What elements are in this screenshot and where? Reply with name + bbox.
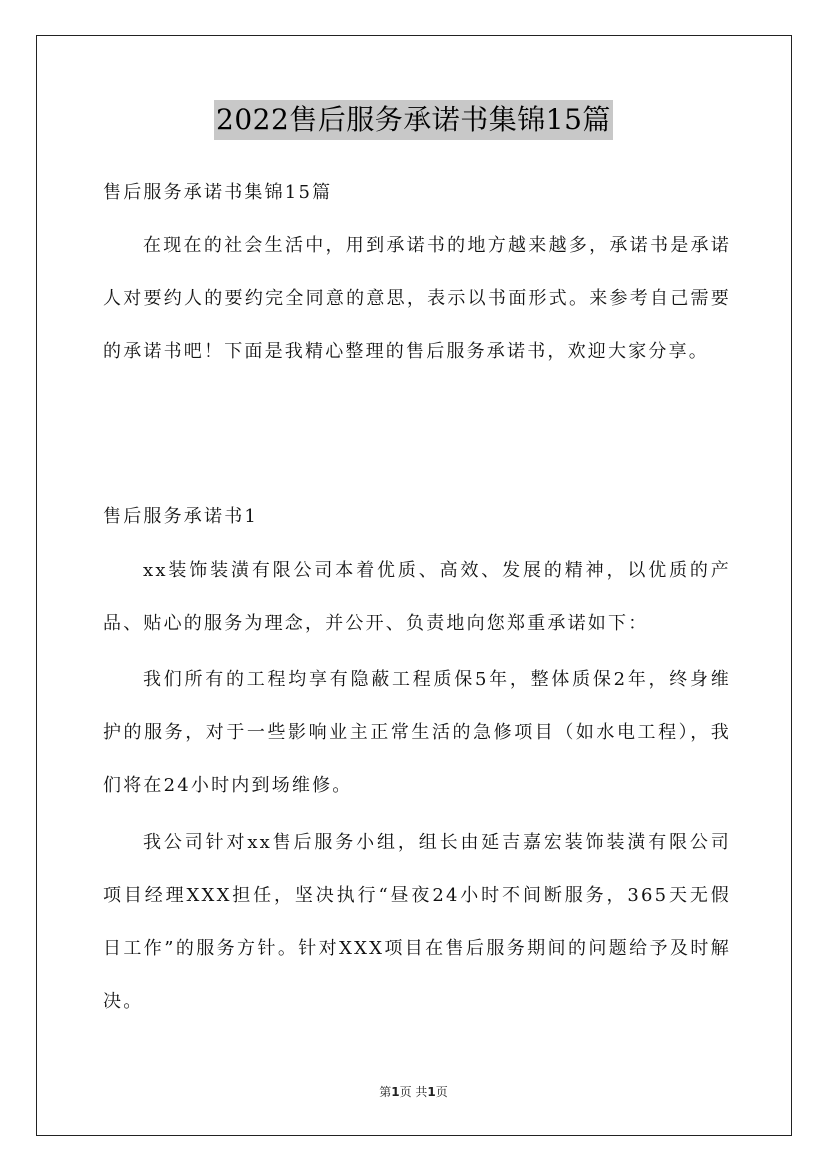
intro-paragraph: 在现在的社会生活中，用到承诺书的地方越来越多，承诺书是承诺人对要约人的要约完全同意的意思，表示以书面形式。来参考自己需要的承诺书吧！下面是我精心整理的售后服务承诺书，欢迎大家分享。	[103, 235, 731, 362]
footer-page-number: 1	[391, 1085, 400, 1099]
body-paragraph-1: xx装饰装潢有限公司本着优质、高效、发展的精神，以优质的产品、贴心的服务为理念，并公开、负责地向您郑重承诺如下：	[103, 560, 731, 634]
footer-total-pages: 1	[427, 1085, 436, 1099]
title-container	[0, 100, 827, 140]
body-paragraph-3: 我公司针对xx售后服务小组，组长由延吉嘉宏装饰装潢有限公司项目经理XXX担任，坚决执行“昼夜24小时不间断服务，365天无假日工作”的服务方针。针对XXX项目在售后服务期间的问题给予及时解决。	[103, 832, 731, 1012]
body-paragraph-2: 我们所有的工程均享有隐蔽工程质保5年，整体质保2年，终身维护的服务，对于一些影响业主正常生活的急修项目（如水电工程），我们将在24小时内到场维修。	[103, 669, 731, 796]
footer-middle: 页 共	[399, 1085, 428, 1099]
footer-prefix: 第	[379, 1085, 392, 1099]
document-title: 2022售后服务承诺书集锦15篇	[214, 100, 613, 140]
subtitle-paragraph: 售后服务承诺书集锦15篇	[103, 182, 333, 203]
page-footer	[0, 1083, 827, 1100]
section-heading: 售后服务承诺书1	[103, 506, 259, 527]
footer-suffix: 页	[435, 1085, 448, 1099]
